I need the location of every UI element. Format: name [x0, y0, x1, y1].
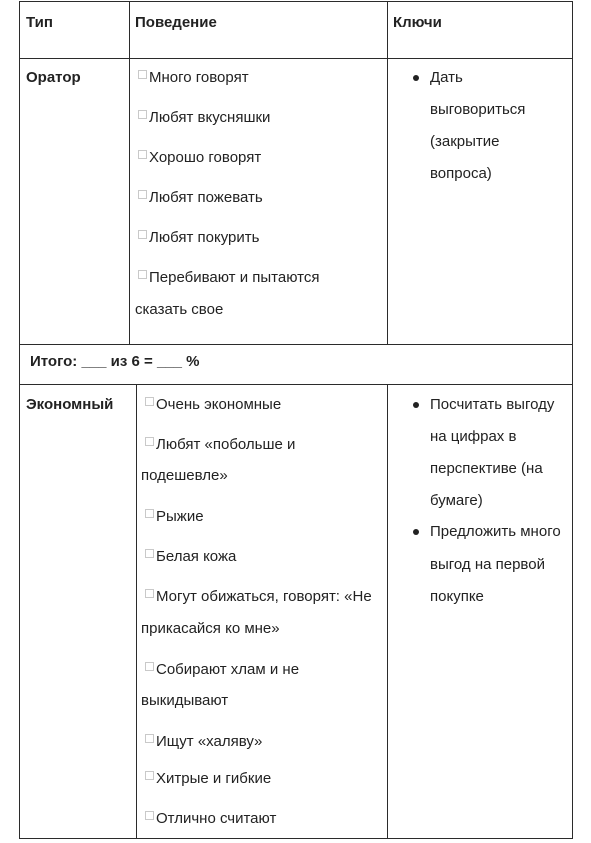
- bullet-icon: [413, 402, 419, 408]
- economy-behavior-5-cont: прикасайся ко мне»: [141, 620, 280, 637]
- economy-behavior-5: Могут обижаться, говорят: «Не: [145, 587, 372, 607]
- header-behavior: Поведение: [135, 14, 217, 31]
- orator-behavior-4: Любят пожевать: [138, 188, 263, 208]
- orator-behavior-6-cont: сказать свое: [135, 301, 224, 318]
- header-divider: [19, 58, 573, 59]
- economy-behavior-7: Ищут «халяву»: [145, 732, 262, 752]
- checkbox[interactable]: [145, 549, 154, 558]
- checkbox[interactable]: [145, 437, 154, 446]
- total-score: Итого: ___ из 6 = ___ %: [30, 353, 200, 370]
- economy-key-line-1: Посчитать выгоду: [430, 396, 555, 413]
- orator-behavior-1: Много говорят: [138, 68, 249, 88]
- checkbox[interactable]: [145, 734, 154, 743]
- economy-behavior-2-cont: подешевле»: [141, 467, 228, 484]
- economy-behavior-9: Отлично считают: [145, 809, 276, 829]
- orator-key-line-2: выговориться: [430, 101, 526, 118]
- orator-behavior-3: Хорошо говорят: [138, 148, 261, 168]
- checkbox[interactable]: [145, 589, 154, 598]
- checkbox[interactable]: [145, 397, 154, 406]
- orator-behavior-6: Перебивают и пытаются: [138, 268, 319, 288]
- orator-key-line-1: Дать: [430, 69, 463, 86]
- checkbox[interactable]: [138, 270, 147, 279]
- table-border-bottom: [19, 838, 573, 839]
- economy-behavior-1: Очень экономные: [145, 395, 281, 415]
- economy-key-line-5: Предложить много: [430, 523, 561, 540]
- economy-key-line-6: выгод на первой: [430, 556, 545, 573]
- orator-behavior-5: Любят покурить: [138, 228, 259, 248]
- column-divider-keys-lower: [387, 384, 388, 839]
- table-border-top: [19, 1, 573, 2]
- economy-key-line-7: покупке: [430, 588, 484, 605]
- orator-key-line-3: (закрытие: [430, 133, 500, 150]
- economy-behavior-8: Хитрые и гибкие: [145, 769, 271, 789]
- bullet-icon: [413, 529, 419, 535]
- checkbox[interactable]: [145, 811, 154, 820]
- orator-row-divider: [19, 344, 573, 345]
- economy-key-line-2: на цифрах в: [430, 428, 517, 445]
- orator-key-line-4: вопроса): [430, 165, 492, 182]
- checkbox[interactable]: [145, 509, 154, 518]
- checkbox[interactable]: [145, 771, 154, 780]
- total-row-divider: [19, 384, 573, 385]
- economy-behavior-6-cont: выкидывают: [141, 692, 229, 709]
- column-divider-keys-upper: [387, 1, 388, 345]
- economy-key-line-4: бумаге): [430, 492, 483, 509]
- table-border-right: [572, 1, 573, 839]
- checkbox[interactable]: [145, 662, 154, 671]
- economy-behavior-4: Белая кожа: [145, 547, 236, 567]
- economy-behavior-6: Собирают хлам и не: [145, 660, 299, 680]
- checkbox[interactable]: [138, 110, 147, 119]
- header-keys: Ключи: [393, 14, 442, 31]
- table-border-left: [19, 1, 20, 839]
- checkbox[interactable]: [138, 150, 147, 159]
- checkbox[interactable]: [138, 230, 147, 239]
- checkbox[interactable]: [138, 70, 147, 79]
- orator-type: Оратор: [26, 69, 81, 86]
- orator-behavior-2: Любят вкусняшки: [138, 108, 270, 128]
- economy-behavior-2: Любят «побольше и: [145, 435, 295, 455]
- checkbox[interactable]: [138, 190, 147, 199]
- economy-type: Экономный: [26, 396, 114, 413]
- column-divider-type-upper: [129, 1, 130, 345]
- column-divider-type-lower: [136, 384, 137, 839]
- economy-behavior-3: Рыжие: [145, 507, 204, 527]
- bullet-icon: [413, 75, 419, 81]
- header-type: Тип: [26, 14, 53, 31]
- economy-key-line-3: перспективе (на: [430, 460, 543, 477]
